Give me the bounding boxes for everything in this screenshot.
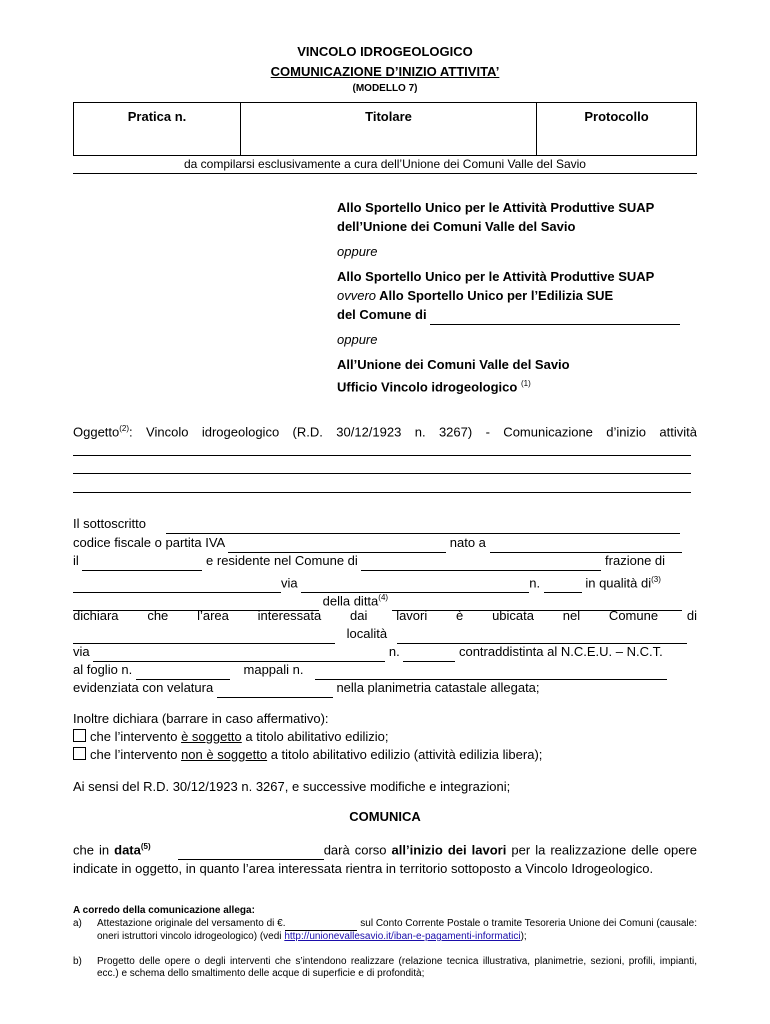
- ovvero-text: ovvero: [337, 288, 377, 303]
- option-non-soggetto: [73, 746, 697, 764]
- birthdate-field[interactable]: [82, 552, 202, 571]
- form-row-sottoscritto: [73, 515, 697, 534]
- option-soggetto: [73, 728, 697, 746]
- mappali-field[interactable]: [315, 661, 667, 680]
- cf-field[interactable]: [228, 534, 446, 553]
- office-use-table: [73, 102, 697, 156]
- addressee-1-line-1: Allo Sportello Unico per le Attività Produttive SUAP: [337, 200, 655, 215]
- footnote-1-ref: (1): [520, 379, 531, 388]
- sottoscritto-label: Il sottoscritto: [73, 516, 146, 531]
- foglio-label: al foglio n.: [73, 662, 133, 677]
- option-1-text-b: a titolo abilitativo edilizio;: [241, 729, 389, 744]
- addressee-suap-unione: [337, 198, 707, 236]
- footnote-2-ref: (2): [119, 424, 130, 433]
- oggetto-field-2[interactable]: [73, 473, 691, 474]
- comunica-text-c: per la realizzazione delle opere indicate in oggetto, in quanto l’area interessata rientra in territorio sottoposto a Vincolo Idrogeologico.: [73, 842, 697, 877]
- pratica-cell[interactable]: [74, 103, 241, 156]
- foglio-field[interactable]: [136, 661, 230, 680]
- oggetto-field-3[interactable]: [73, 492, 691, 493]
- allegato-a-text-2: sul Conto Corrente Postale o tramite Tesoreria Unione dei Comuni (causale: oneri istruttori vincolo idrogeologico) (vedi: [97, 918, 697, 942]
- via-label: via: [281, 575, 298, 591]
- titolare-label: Titolare: [365, 109, 412, 124]
- oggetto-field-1[interactable]: [73, 455, 691, 456]
- civico-area-field[interactable]: [403, 643, 455, 662]
- form-row-via-area: [73, 643, 697, 662]
- form-row-cf: [73, 534, 697, 553]
- oggetto-label: Oggetto: [73, 424, 120, 440]
- or-separator-2: oppure: [337, 332, 378, 347]
- protocollo-label: Protocollo: [584, 109, 649, 124]
- option-1-text-a: che l’intervento: [90, 729, 182, 744]
- oggetto-text: : Vincolo idrogeologico (R.D. 30/12/1923 n. 3267) - Comunicazione d’inizio attività: [129, 424, 697, 440]
- inizio-lavori-text: all’inizio dei lavori: [391, 842, 507, 858]
- checkbox-soggetto[interactable]: [73, 729, 86, 742]
- allegato-b: [73, 956, 697, 980]
- nato-label: nato a: [449, 535, 486, 550]
- addressee-1-line-2: dell’Unione dei Comuni Valle del Savio: [337, 219, 576, 234]
- importo-field[interactable]: [285, 918, 357, 931]
- doc-title: VINCOLO IDROGEOLOGICO: [297, 44, 473, 59]
- pratica-label: Pratica n.: [127, 109, 187, 124]
- form-row-velatura: [73, 679, 697, 698]
- option-1-underlined: è soggetto: [181, 729, 242, 744]
- comune-residenza-field[interactable]: [361, 552, 601, 571]
- titolare-cell[interactable]: [241, 103, 537, 156]
- comunica-paragraph: [73, 838, 697, 878]
- allegato-a-text-1: Attestazione originale del versamento di €.: [97, 918, 286, 929]
- sottoscritto-field[interactable]: [166, 515, 680, 534]
- via-area-field[interactable]: [93, 643, 385, 662]
- ditta-label: della ditta: [322, 593, 379, 609]
- localita-field[interactable]: [397, 625, 687, 644]
- allegato-b-label: b): [73, 956, 82, 967]
- velatura-label: evidenziata con velatura: [73, 680, 214, 695]
- addressee-2-comune-label: del Comune di: [337, 307, 427, 322]
- allegato-b-text: Progetto delle opere o degli interventi che s’intendono realizzare (relazione tecnica illustrativa, planimetrie, sezioni, profili, impianti, ecc.) e schema dello smaltimento delle acque di superficie e di profondità;: [97, 956, 697, 979]
- nceu-label: contraddistinta al N.C.E.U. – N.C.T.: [458, 644, 663, 659]
- footnote-5-ref: (5): [140, 842, 151, 851]
- footnote-4-ref: (4): [378, 593, 389, 602]
- localita-label: località: [346, 626, 388, 641]
- comunica-text-b: darà corso: [323, 842, 392, 858]
- doc-subtitle: COMUNICAZIONE D’INIZIO ATTIVITA’: [270, 64, 500, 79]
- civico-area-label: n.: [388, 644, 400, 659]
- addressee-unione-vincolo: [337, 355, 707, 396]
- velatura-field[interactable]: [217, 679, 333, 698]
- qualita-label: in qualità di: [585, 575, 652, 591]
- model-number: (MODELLO 7): [352, 83, 418, 94]
- addressee-3-line-1: All’Unione dei Comuni Valle del Savio: [337, 357, 570, 372]
- allegato-a-text-3: );: [520, 931, 527, 942]
- or-separator-1: oppure: [337, 244, 378, 259]
- cf-label: codice fiscale o partita IVA: [73, 535, 225, 550]
- data-label: data: [114, 842, 141, 858]
- addressee-suap-sue: [337, 267, 707, 325]
- form-row-residenza: [73, 552, 697, 571]
- comune-area-field[interactable]: [73, 625, 335, 644]
- allegato-a: [73, 918, 697, 943]
- option-2-underlined: non è soggetto: [181, 747, 268, 762]
- form-row-foglio: [73, 661, 697, 680]
- checkbox-non-soggetto[interactable]: [73, 747, 86, 760]
- comunica-text-a: che in: [73, 842, 115, 858]
- il-label: il: [73, 553, 79, 568]
- protocollo-cell[interactable]: [537, 103, 697, 156]
- option-2-text-b: a titolo abilitativo edilizio (attività edilizia libera);: [267, 747, 543, 762]
- comune-field[interactable]: [430, 305, 680, 325]
- allegato-a-label: a): [73, 918, 82, 929]
- form-row-localita: [73, 625, 697, 644]
- addressee-2-line-2: Allo Sportello Unico per l’Edilizia SUE: [376, 288, 614, 303]
- iban-link[interactable]: http://unionevallesavio.it/iban-e-pagamenti-informatici: [284, 931, 521, 942]
- allegati-heading: A corredo della comunicazione allega:: [73, 905, 255, 916]
- mappali-label: mappali n.: [243, 662, 304, 677]
- dichiara-area-text: dichiara che l’area interessata dai lavori è ubicata nel Comune di: [73, 608, 697, 623]
- addressee-3-line-2: Ufficio Vincolo idrogeologico: [337, 379, 518, 395]
- comunica-heading: COMUNICA: [349, 809, 421, 824]
- planimetria-text: nella planimetria catastale allegata;: [336, 680, 540, 695]
- frazione-label: frazione di: [605, 553, 666, 568]
- office-use-note: da compilarsi esclusivamente a cura dell’Unione dei Comuni Valle del Savio: [73, 157, 697, 174]
- dichiara-intro: Inoltre dichiara (barrare in caso affermativo):: [73, 711, 329, 726]
- comune-residenza-label: e residente nel Comune di: [206, 553, 358, 568]
- oggetto-line: [73, 420, 697, 441]
- birthplace-field[interactable]: [490, 534, 682, 553]
- addressee-2-line-1: Allo Sportello Unico per le Attività Produttive SUAP: [337, 269, 655, 284]
- footnote-3-ref: (3): [651, 575, 661, 584]
- civico-label: n.: [529, 575, 541, 591]
- option-2-text-a: che l’intervento: [90, 747, 182, 762]
- via-area-label: via: [73, 644, 90, 659]
- data-field[interactable]: [178, 841, 324, 860]
- sensi-text: Ai sensi del R.D. 30/12/1923 n. 3267, e successive modifiche e integrazioni;: [73, 779, 511, 794]
